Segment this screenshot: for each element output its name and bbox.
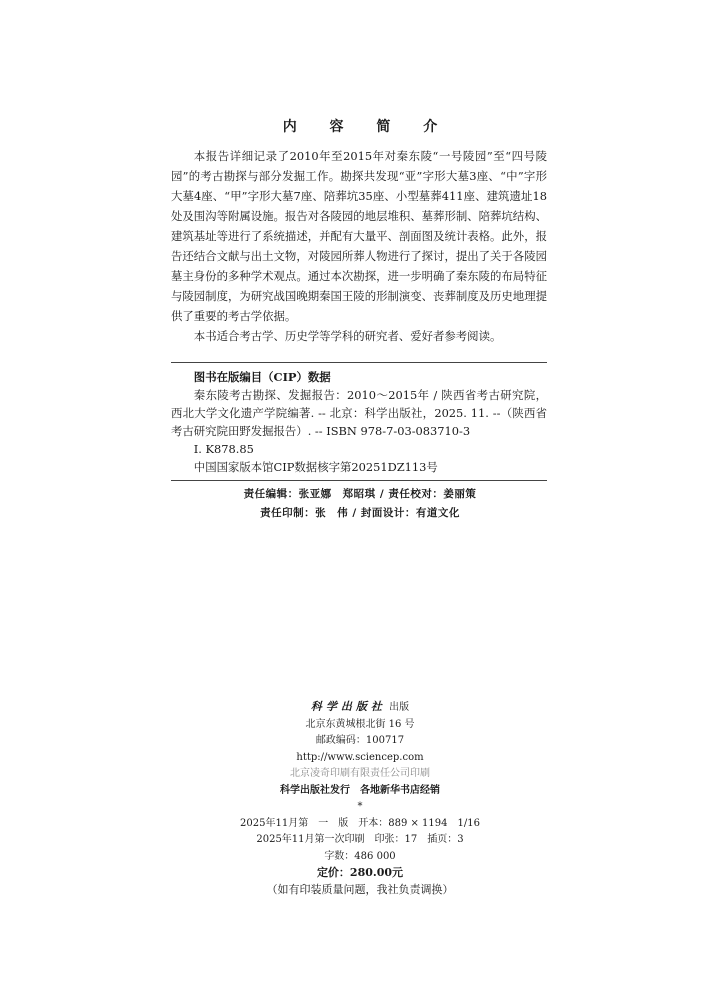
cip-record: 秦东陵考古勘探、发掘报告：2010～2015年 / 陕西省考古研究院，西北大学文化遗产学院编著. -- 北京：科学出版社，2025. 11. --（陕西省考古研究院田野发掘报告）. -- ISBN 978-7-03-083710-3 <box>171 388 547 438</box>
page-title: 内 容 简 介 <box>282 119 452 135</box>
cip-number: 中国国家版本馆CIP数据核字第20251DZ113号 <box>193 460 438 474</box>
printing-info: 2025年11月第一次印刷 印张：17 插页：3 <box>256 834 464 845</box>
quality-notice: （如有印装质量问题，我社负责调换） <box>266 882 454 896</box>
credits-production: 责任印制：张 伟 / 封面设计：有道文化 <box>260 507 460 519</box>
publisher-url[interactable]: http://www.sciencep.com <box>296 751 424 763</box>
credits-editors: 责任编辑：张亚娜 郑昭琪 / 责任校对：姜丽策 <box>243 488 477 500</box>
word-count: 字数：486 000 <box>324 850 396 862</box>
publisher-line <box>0 699 720 717</box>
divider <box>171 480 547 481</box>
printer: 北京凌奇印刷有限责任公司印刷 <box>290 768 430 779</box>
summary-paragraph: 本报告详细记录了2010年至2015年对秦东陵“一号陵园”至“四号陵园”的考古勘探与部分发掘工作。勘探共发现“亚”字形大墓3座、“中”字形大墓4座、“甲”字形大墓7座、陪葬坑35座、小型墓葬411座、建筑遗址18处及围沟等附属设施。报告对各陵园的地层堆积、墓葬形制、陪葬坑结构、建筑基址等进行了系统描述，并配有大量平、剖面图及统计表格。此外，报告还结合文献与出土文物，对陵园所葬人物进行了探讨，提出了关于各陵园墓主身份的多种学术观点。通过本次勘探，进一步明确了秦东陵的布局特征与陵园制度，为研究战国晚期秦国王陵的形制演变、丧葬制度及历史地理提供了重要的考古学依据。 <box>171 149 547 323</box>
cip-classification: Ⅰ. K878.85 <box>193 442 254 456</box>
summary-paragraph: 本书适合考古学、历史学等学科的研究者、爱好者参考阅读。 <box>193 329 502 343</box>
distribution: 科学出版社发行 各地新华书店经销 <box>280 784 440 796</box>
credits-block <box>0 485 720 523</box>
publisher-logo: 科学出版社 <box>310 700 386 713</box>
summary-section <box>171 146 547 346</box>
cip-block <box>171 368 547 476</box>
price: 定价：280.00元 <box>316 866 404 879</box>
cip-heading: 图书在版编目（CIP）数据 <box>193 370 331 384</box>
separator-asterisk: * <box>357 801 363 812</box>
publisher-block <box>0 699 720 898</box>
publisher-address: 北京东黄城根北街 16 号 <box>305 718 415 730</box>
divider <box>171 362 547 363</box>
publisher-suffix: 出版 <box>389 702 410 713</box>
edition-info: 2025年11月第 一 版 开本：889 × 1194 1/16 <box>240 817 480 829</box>
publisher-postcode: 邮政编码：100717 <box>315 735 405 746</box>
